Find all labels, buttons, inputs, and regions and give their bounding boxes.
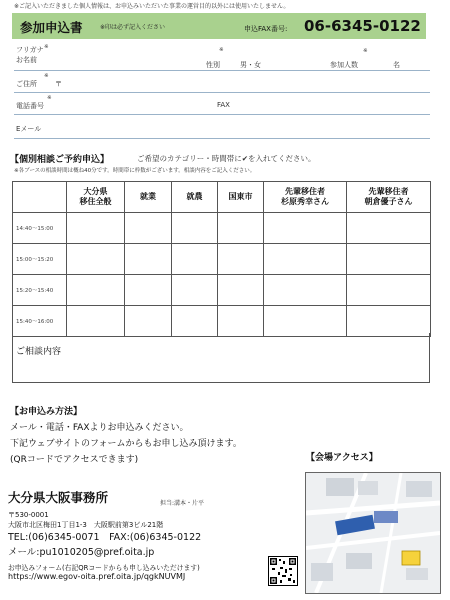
time-slot: 15:20〜15:40 — [13, 275, 67, 306]
gender-label: 性別 — [206, 61, 220, 69]
checkbox-cell[interactable] — [172, 213, 218, 244]
column-header: 大分県 移住全般 — [67, 182, 125, 213]
fax-number: 06-6345-0122 — [304, 17, 421, 35]
method-title: 【お申込み方法】 — [10, 407, 83, 417]
checkbox-cell[interactable] — [218, 275, 264, 306]
checkbox-cell[interactable] — [67, 213, 125, 244]
reservation-table — [12, 181, 431, 337]
checkbox-cell[interactable] — [125, 306, 172, 337]
qr-code[interactable] — [268, 556, 298, 586]
checkbox-cell[interactable] — [172, 244, 218, 275]
checkbox-cell[interactable] — [125, 244, 172, 275]
divider — [14, 92, 430, 93]
office-tel-fax: TEL:(06)6345-0071 FAX:(06)6345-0122 — [8, 532, 202, 543]
form-label: お申込みフォーム(右記QRコードからも申し込みいただけます) — [8, 564, 200, 572]
form-header — [12, 13, 426, 39]
checkbox-cell[interactable] — [264, 275, 347, 306]
checkbox-cell[interactable] — [264, 244, 347, 275]
method-line: 下記ウェブサイトのフォームからもお申し込み頂けます。 — [10, 439, 242, 449]
venue-map[interactable] — [305, 472, 441, 594]
consult-instruction: ご希望のカテゴリー・時間帯に✔を入れてください。 — [137, 154, 316, 163]
checkbox-cell[interactable] — [347, 244, 431, 275]
address-label: ご住所 — [16, 80, 37, 88]
checkbox-cell[interactable] — [347, 213, 431, 244]
participants-label: 参加人数 — [330, 61, 358, 69]
office-staff: 担当:溝本・片平 — [160, 500, 205, 507]
column-header: 就農 — [172, 182, 218, 213]
divider — [14, 114, 430, 115]
form-url[interactable]: https://www.egov-oita.pref.oita.jp/qgkNUVMJ — [8, 572, 186, 581]
office-address: 大阪市北区梅田1丁目1-3 大阪駅前第3ビル21階 — [8, 521, 164, 529]
fax-field-label: FAX — [217, 101, 230, 109]
access-title: 【会場アクセス】 — [306, 453, 378, 463]
checkbox-cell[interactable] — [347, 275, 431, 306]
privacy-note: ※ご記入いただきました個人情報は、お申込みいただいた事業の運営目的以外には使用いたしません。 — [14, 3, 290, 10]
form-subtitle: ※印は必ず記入ください — [100, 24, 166, 31]
time-slot: 14:40〜15:00 — [13, 213, 67, 244]
required-mark: ※ — [44, 44, 49, 50]
fax-label: 申込FAX番号: — [244, 25, 288, 33]
checkbox-cell[interactable] — [218, 213, 264, 244]
checkbox-cell[interactable] — [264, 213, 347, 244]
required-mark: ※ — [47, 95, 52, 101]
column-header: 先輩移住者 朝倉優子さん — [347, 182, 431, 213]
checkbox-cell[interactable] — [172, 275, 218, 306]
table-row — [13, 275, 431, 306]
checkbox-cell[interactable] — [264, 306, 347, 337]
table-row — [13, 244, 431, 275]
checkbox-cell[interactable] — [67, 275, 125, 306]
table-row — [13, 213, 431, 244]
form-title: 参加申込書 — [20, 20, 83, 35]
table-row — [13, 306, 431, 337]
divider — [14, 70, 430, 71]
consult-content-label: ご相談内容 — [16, 347, 62, 357]
consult-section-title: 【個別相談ご予約申込】 — [10, 155, 110, 165]
office-postal: 〒530-0001 — [8, 511, 49, 519]
method-line: (QRコードでアクセスできます) — [10, 455, 139, 465]
gender-options[interactable]: 男・女 — [240, 61, 261, 69]
name-label: お名前 — [16, 56, 37, 64]
corner-cell — [13, 182, 67, 213]
table-header-row — [13, 182, 431, 213]
time-slot: 15:40〜16:00 — [13, 306, 67, 337]
divider — [14, 138, 430, 139]
checkbox-cell[interactable] — [347, 306, 431, 337]
consult-content-box[interactable] — [12, 333, 430, 383]
column-header: 就業 — [125, 182, 172, 213]
participants-unit: 名 — [393, 61, 400, 69]
postal-mark: 〒 — [55, 80, 62, 88]
required-mark: ※ — [363, 48, 368, 54]
column-header: 先輩移住者 杉原秀幸さん — [264, 182, 347, 213]
time-slot: 15:00〜15:20 — [13, 244, 67, 275]
required-mark: ※ — [219, 47, 224, 53]
column-header: 国東市 — [218, 182, 264, 213]
checkbox-cell[interactable] — [218, 244, 264, 275]
checkbox-cell[interactable] — [125, 275, 172, 306]
furigana-label: フリガナ — [16, 46, 44, 54]
office-email[interactable]: メール:pu1010205@pref.oita.jp — [8, 547, 155, 558]
phone-label: 電話番号 — [16, 102, 44, 110]
checkbox-cell[interactable] — [67, 244, 125, 275]
checkbox-cell[interactable] — [67, 306, 125, 337]
office-name: 大分県大阪事務所 — [8, 490, 109, 505]
required-mark: ※ — [44, 73, 49, 79]
checkbox-cell[interactable] — [125, 213, 172, 244]
checkbox-cell[interactable] — [172, 306, 218, 337]
consult-note: ※各ブースの相談時間は概ね40分です。時間帯に枠数がございます。相談内容をご記入ください。 — [14, 168, 256, 174]
method-line: メール・電話・FAXよりお申込みください。 — [10, 423, 189, 433]
email-label: Eメール — [16, 125, 42, 133]
checkbox-cell[interactable] — [218, 306, 264, 337]
